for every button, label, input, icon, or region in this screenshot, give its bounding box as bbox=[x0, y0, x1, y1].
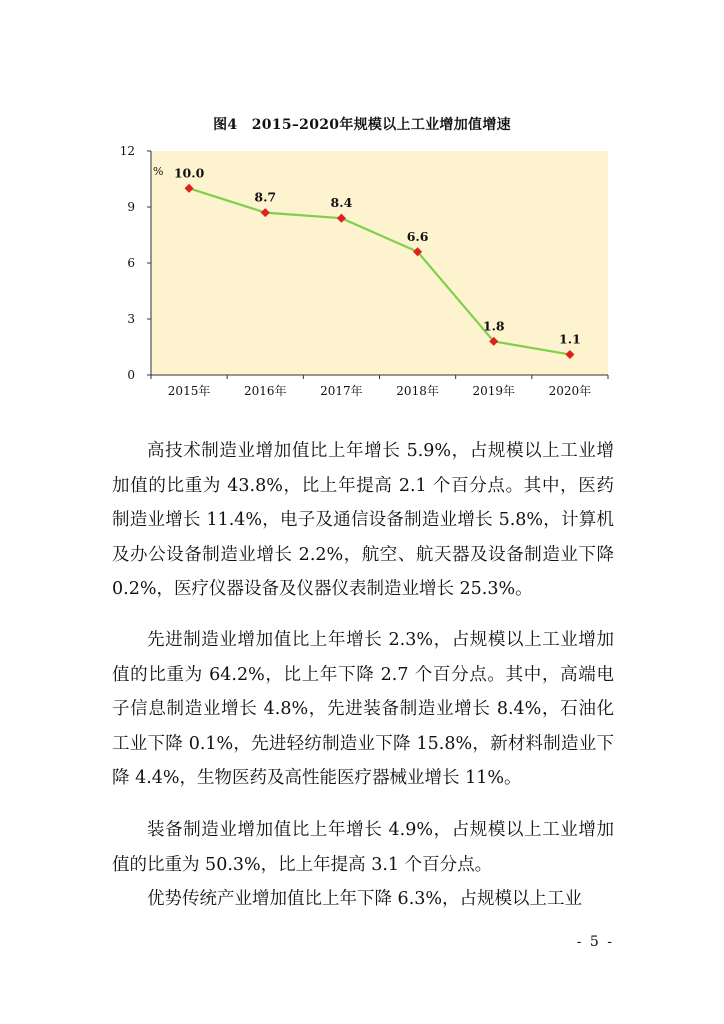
plot-area bbox=[151, 151, 608, 375]
data-label: 6.6 bbox=[406, 228, 429, 244]
paragraph-advanced-manufacturing bbox=[112, 623, 614, 796]
x-tick-label: 2019年 bbox=[472, 384, 516, 398]
data-label: 8.4 bbox=[330, 195, 353, 211]
data-label: 10.0 bbox=[173, 165, 205, 181]
x-tick-label: 2015年 bbox=[167, 384, 211, 398]
chart-title: 图4 2015–2020年规模以上工业增加值增速 bbox=[213, 117, 511, 133]
paragraph-equipment-manufacturing bbox=[112, 813, 614, 882]
line-chart bbox=[0, 0, 724, 420]
y-tick-label: 9 bbox=[127, 200, 135, 214]
paragraph-high-tech bbox=[112, 434, 614, 607]
y-axis-unit: % bbox=[153, 165, 164, 178]
paragraph-text: 优势传统产业增加值比上年下降 6.3%，占规模以上工业 bbox=[147, 889, 583, 909]
paragraph-text: 先进制造业增加值比上年增长 2.3%，占规模以上工业增加值的比重为 64.2%，比上年下降 2.7 个百分点。其中，高端电子信息制造业增长 4.8%，先进装备制造业增长 8.4%，石油化工业下降 0.1%，先进轻纺制造业下降 15.8%，新材料制造业下降 4.4%，生物医药及高性能医疗器械业增长 11%。 bbox=[112, 630, 614, 788]
y-tick-label: 0 bbox=[127, 368, 135, 382]
x-tick-label: 2020年 bbox=[548, 384, 592, 398]
data-label: 1.8 bbox=[482, 318, 505, 334]
data-label: 1.1 bbox=[559, 331, 581, 347]
y-tick-label: 3 bbox=[127, 312, 135, 326]
y-tick-label: 6 bbox=[127, 256, 135, 270]
paragraph-traditional-industry bbox=[112, 882, 614, 917]
data-label: 8.7 bbox=[254, 189, 277, 205]
paragraph-text: 装备制造业增加值比上年增长 4.9%，占规模以上工业增加值的比重为 50.3%，比上年提高 3.1 个百分点。 bbox=[112, 820, 614, 875]
y-tick-label: 12 bbox=[119, 144, 135, 158]
paragraph-text: 高技术制造业增加值比上年增长 5.9%，占规模以上工业增加值的比重为 43.8%，比上年提高 2.1 个百分点。其中，医药制造业增长 11.4%，电子及通信设备制造业增长 5.8%，计算机及办公设备制造业增长 2.2%，航空、航天器及设备制造业下降 0.2%，医疗仪器设备及仪器仪表制造业增长 25.3%。 bbox=[112, 441, 614, 599]
x-tick-label: 2018年 bbox=[396, 384, 439, 398]
x-tick-label: 2016年 bbox=[243, 384, 287, 398]
page-number: - 5 - bbox=[576, 934, 614, 950]
x-tick-label: 2017年 bbox=[320, 384, 363, 398]
